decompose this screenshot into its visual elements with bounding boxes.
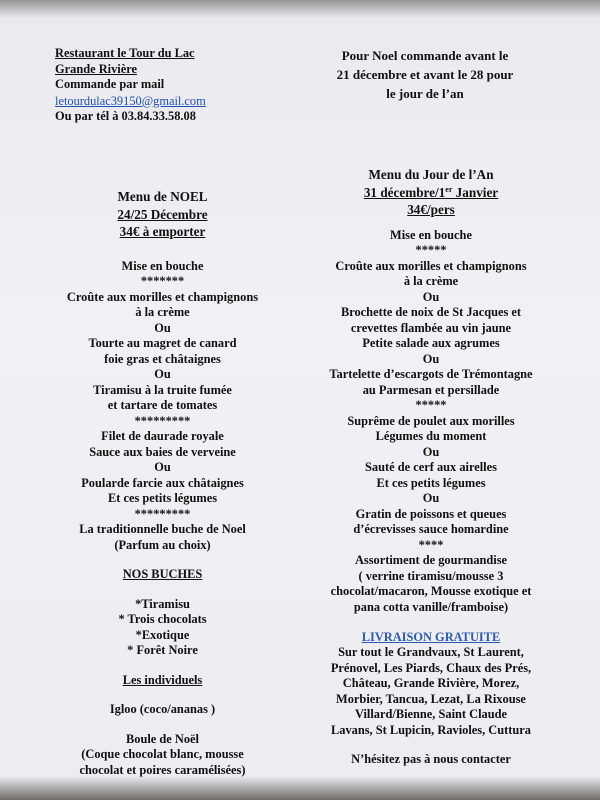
nouvel-an-line: Brochette de noix de St Jacques et <box>340 305 522 319</box>
delivery-line: Château, Grande Rivière, Morez, <box>342 676 520 690</box>
noel-dishes <box>35 259 290 554</box>
noel-dates: 24/25 Décembre <box>117 206 208 222</box>
noel-line: Croûte aux morilles et champignons <box>66 289 259 304</box>
noel-line: Poularde farcie aux châtaignes <box>81 475 244 490</box>
noel-line: Tourte au magret de canard <box>88 336 237 350</box>
nouvel-an-line: Croûte aux morilles et champignons <box>335 258 527 273</box>
nouvel-an-price: 34€/pers <box>407 202 455 217</box>
nouvel-an-line: Mise en bouche <box>390 227 472 242</box>
notice-line-1: Pour Noel commande avant le <box>341 48 509 63</box>
noel-line: Et ces petits légumes <box>107 491 218 505</box>
nouvel-an-line: Et ces petits légumes <box>376 475 486 490</box>
nouvel-an-line: au Parmesan et persillade <box>362 382 500 397</box>
nouvel-an-menu <box>300 166 562 768</box>
noel-line: Tiramisu à la truite fumée <box>93 382 232 397</box>
nouvel-an-line: Ou <box>422 351 440 366</box>
delivery-line: Prénovel, Les Piards, Chaux des Prés, <box>330 660 532 675</box>
nouvel-an-line: chocolat/macaron, Mousse exotique et <box>330 584 532 598</box>
noel-line: Sauce aux baies de verveine <box>89 444 236 459</box>
nouvel-an-dishes <box>300 228 562 616</box>
phone-text: Ou par tél à 03.84.33.58.08 <box>55 109 196 123</box>
buche-item: *Exotique <box>135 627 190 642</box>
noel-menu <box>35 188 290 778</box>
noel-line: Mise en bouche <box>121 258 204 273</box>
individuels-title: Les individuels <box>122 672 203 687</box>
nouvel-an-line: Assortiment de gourmandise <box>354 553 508 567</box>
nouvel-an-dates: 31 décembre/1er Janvier <box>363 184 499 200</box>
noel-title: Menu de NOEL <box>117 189 208 204</box>
nouvel-an-line: à la crème <box>403 274 459 288</box>
table-edge <box>0 776 600 800</box>
nouvel-an-line: Suprême de poulet aux morilles <box>347 413 515 428</box>
buche-item: *Tiramisu <box>135 596 190 611</box>
delivery-line: Lavans, St Lupicin, Ravioles, Cuttura <box>330 722 531 737</box>
noel-line: La traditionnelle buche de Noel <box>79 522 246 536</box>
noel-price: 34€ à emporter <box>119 224 206 239</box>
restaurant-name: Restaurant le Tour du Lac <box>55 46 195 60</box>
nouvel-an-line: Petite salade aux agrumes <box>362 336 500 350</box>
delivery-line: Morbier, Tancua, Lezat, La Rixouse <box>336 691 526 706</box>
delivery-line: Sur tout le Grandvaux, St Laurent, <box>338 645 524 659</box>
order-by-mail-label: Commande par mail <box>55 77 165 91</box>
boule-line: Boule de Noël <box>126 731 199 746</box>
boule-line: (Coque chocolat blanc, mousse <box>81 747 244 761</box>
nouvel-an-line: Légumes du moment <box>375 429 487 443</box>
noel-line: ******* <box>140 274 185 288</box>
delivery-line: Villard/Bienne, Saint Claude <box>354 707 508 721</box>
email-link[interactable]: letourdulac39150@gmail.com <box>55 93 206 108</box>
nouvel-an-line: Ou <box>422 491 440 505</box>
livraison-gratuite-title: LIVRAISON GRATUITE <box>361 630 501 644</box>
noel-line: à la crème <box>135 305 190 319</box>
boule-line: chocolat et poires caramélisées) <box>79 762 246 777</box>
notice-line-2: 21 décembre et avant le 28 pour <box>336 67 514 82</box>
nouvel-an-line: ***** <box>415 243 447 257</box>
noel-line: Filet de daurade royale <box>101 429 224 443</box>
nouvel-an-line: Sauté de cerf aux airelles <box>365 460 497 474</box>
nouvel-an-title: Menu du Jour de l’An <box>368 167 494 182</box>
nos-buches-title: NOS BUCHES <box>122 567 203 581</box>
closing-text: N’hésitez pas à nous contacter <box>351 752 511 766</box>
buches-list <box>35 597 290 659</box>
noel-line: Ou <box>154 460 171 474</box>
noel-line: ********* <box>134 506 191 521</box>
igloo-item: Igloo (coco/ananas ) <box>109 702 216 716</box>
nouvel-an-line: crevettes flambée au vin jaune <box>350 320 512 335</box>
noel-line: Ou <box>154 367 171 381</box>
nouvel-an-line: ***** <box>415 398 447 412</box>
buche-item: * Trois chocolats <box>118 612 207 626</box>
nouvel-an-line: **** <box>418 537 444 552</box>
boule-de-noel-item <box>35 732 290 779</box>
notice-line-3: le jour de l’an <box>386 86 464 101</box>
nouvel-an-line: pana cotta vanille/framboise) <box>353 599 509 614</box>
noel-line: (Parfum au choix) <box>114 537 211 552</box>
delivery-area-list <box>300 645 562 738</box>
noel-line: Ou <box>154 320 171 335</box>
noel-line: foie gras et châtaignes <box>104 351 221 366</box>
noel-line: ********* <box>134 413 191 428</box>
nouvel-an-line: Ou <box>422 289 440 304</box>
nouvel-an-line: ( verrine tiramisu/mousse 3 <box>358 568 504 583</box>
noel-line: et tartare de tomates <box>107 398 218 412</box>
paper-top-shadow <box>0 0 600 18</box>
nouvel-an-line: Ou <box>422 444 440 459</box>
buche-item: * Forêt Noire <box>127 643 198 657</box>
restaurant-town: Grande Rivière <box>55 61 138 76</box>
contact-block <box>55 46 285 125</box>
order-deadline-notice <box>300 46 550 103</box>
nouvel-an-line: Gratin de poissons et queues <box>355 506 507 521</box>
nouvel-an-line: d’écrevisses sauce homardine <box>353 522 509 536</box>
nouvel-an-line: Tartelette d’escargots de Trémontagne <box>329 367 533 381</box>
